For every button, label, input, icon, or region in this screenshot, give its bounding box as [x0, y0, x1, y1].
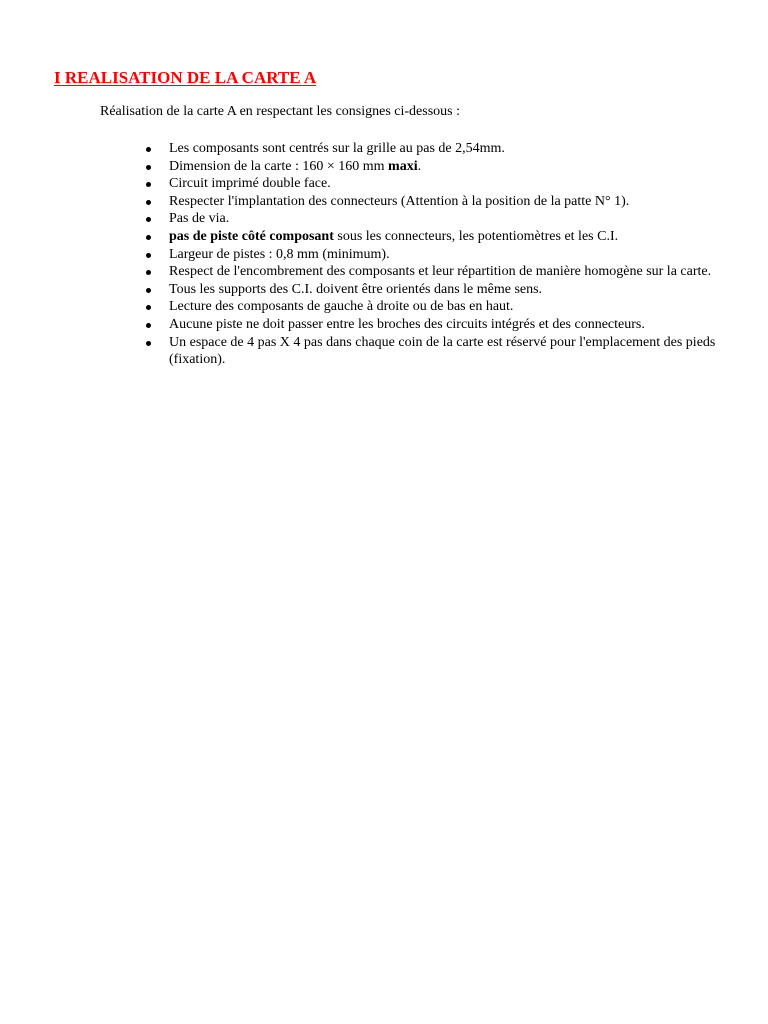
list-item-bold-text: pas de piste côté composant	[169, 228, 334, 244]
list-item-text: Dimension de la carte : 160 × 160 mm	[169, 158, 389, 174]
intro-paragraph: Réalisation de la carte A en respectant les consignes ci-dessous :	[100, 104, 461, 119]
bullet-icon	[146, 235, 151, 240]
list-item-text: Un espace de 4 pas X 4 pas dans chaque coin de la carte est réservé pour l'emplacement des pieds (fixation).	[169, 334, 716, 368]
section-heading: I REALISATION DE LA CARTE A	[54, 68, 317, 87]
list-item	[146, 193, 726, 211]
bullet-icon	[146, 200, 151, 205]
list-item-text: Circuit imprimé double face.	[169, 176, 331, 192]
bullet-icon	[146, 253, 151, 258]
list-item	[146, 228, 726, 246]
bullet-icon	[146, 147, 151, 152]
list-item-text: Respecter l'implantation des connecteurs (Attention à la position de la patte N° 1).	[169, 193, 630, 209]
list-item-text: Pas de via.	[169, 211, 230, 227]
list-item	[146, 158, 726, 176]
list-item	[146, 334, 726, 369]
list-item-text: Tous les supports des C.I. doivent être orientés dans le même sens.	[169, 281, 543, 297]
bullet-icon	[146, 305, 151, 310]
requirements-list	[146, 140, 726, 369]
list-item	[146, 246, 726, 264]
list-item-text-end: .	[417, 158, 422, 174]
list-item-bold-text: maxi	[388, 158, 418, 174]
list-item-text-end: sous les connecteurs, les potentiomètres et les C.I.	[333, 228, 619, 244]
list-item	[146, 175, 726, 193]
list-item-text: Respect de l'encombrement des composants et leur répartition de manière homogène sur la carte.	[169, 264, 712, 280]
list-item	[146, 210, 726, 228]
bullet-icon	[146, 165, 151, 170]
bullet-icon	[146, 270, 151, 275]
bullet-icon	[146, 182, 151, 187]
list-item-text: Largeur de pistes : 0,8 mm (minimum).	[169, 246, 390, 262]
list-item-text: Aucune piste ne doit passer entre les broches des circuits intégrés et des connecteurs.	[169, 316, 645, 332]
list-item	[146, 316, 726, 334]
list-item	[146, 263, 726, 281]
list-item-text: Les composants sont centrés sur la grille au pas de 2,54mm.	[169, 141, 505, 156]
bullet-icon	[146, 217, 151, 222]
bullet-icon	[146, 323, 151, 328]
bullet-icon	[146, 288, 151, 293]
list-item-text: Lecture des composants de gauche à droite ou de bas en haut.	[169, 299, 514, 315]
list-item	[146, 281, 726, 299]
list-item	[146, 140, 726, 158]
bullet-icon	[146, 341, 151, 346]
list-item	[146, 298, 726, 316]
